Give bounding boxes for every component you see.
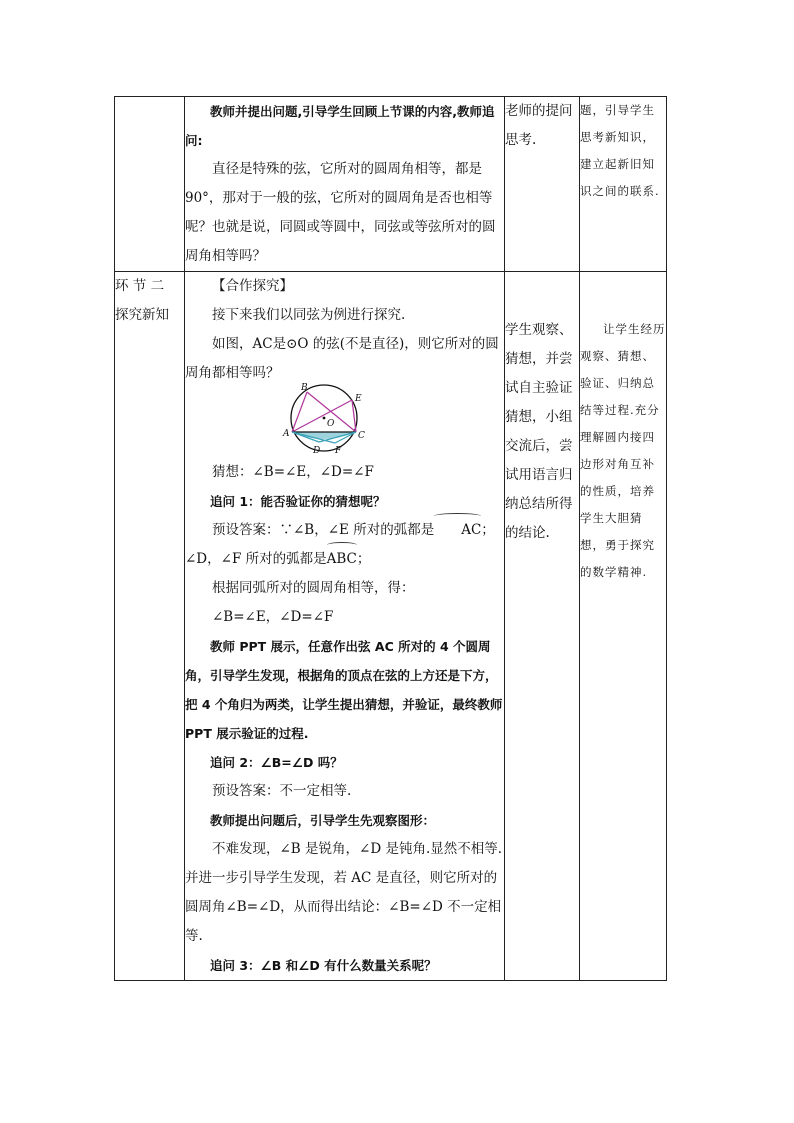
label-o: O	[327, 419, 335, 429]
stage-cell-empty	[115, 97, 185, 272]
paragraph: 接下来我们以同弦为例进行探究.	[212, 307, 406, 323]
result: ∠B=∠E，∠D=∠F	[212, 609, 334, 625]
label-c: C	[358, 431, 365, 441]
answer-1a: 预设答案：∵∠B，∠E 所对的弧都是 AC；	[185, 516, 504, 545]
upper-angles	[292, 392, 356, 432]
follow-up-2: 追问 2：∠B=∠D 吗？	[210, 755, 343, 770]
label-b: B	[301, 383, 308, 393]
label-a: A	[283, 429, 290, 439]
teacher-activity-cell	[185, 97, 505, 272]
section-heading: 【合作探究】	[212, 278, 293, 294]
answer-1b: ∠D，∠F 所对的弧都是ABC；	[185, 545, 504, 574]
design-intent-cell	[580, 272, 667, 981]
student-activity-cell: 老师的提问思考.	[505, 97, 580, 272]
student-activity-text: 学生观察、猜想，并尝试自主验证猜想，小组交流后，尝试用语言归纳总结所得的结论.	[505, 322, 573, 541]
table-row	[115, 97, 667, 272]
answer-2: 预设答案：不一定相等.	[212, 783, 352, 799]
student-activity-cell	[505, 272, 580, 981]
follow-up-3: 追问 3：∠B 和∠D 有什么数量关系呢？	[210, 958, 437, 973]
teacher-guide: 教师提出问题后，引导学生先观察图形：	[210, 813, 436, 828]
label-d: D	[313, 446, 321, 456]
circle-figure	[283, 383, 385, 456]
design-intent-text: 让学生经历观察、猜想、验证、归纳总结等过程.充分理解圆内接四边形对角互补的性质，培养学生大胆猜想，勇于探究的数学精神.	[580, 322, 666, 579]
label-f: F	[335, 446, 342, 456]
label-e: E	[355, 394, 362, 404]
table-row	[115, 272, 667, 981]
paragraph: 直径是特殊的弦，它所对的圆周角相等，都是90°，那对于一般的弦，它所对的圆周角是否也相等呢？也就是说，同圆或等圆中，同弦或等弦所对的圆周角相等吗？	[185, 161, 496, 264]
design-intent-cell: 题，引导学生思考新知识，建立起新旧知识之间的联系.	[580, 97, 667, 272]
center-dot	[323, 417, 326, 420]
rule: 根据同弧所对的圆周角相等，得：	[212, 580, 415, 596]
arc-ac: AC	[434, 516, 481, 545]
question: 如图，AC是⊙O 的弦(不是直径)，则它所对的圆周角都相等吗？	[185, 336, 499, 381]
guess: 猜想：∠B=∠E，∠D=∠F	[212, 464, 374, 480]
arc-abc: ABC	[327, 545, 357, 574]
teacher-prompt: 教师并提出问题,引导学生回顾上节课的内容,教师追问:	[185, 104, 495, 148]
stage-title: 探究新知	[115, 307, 169, 323]
stage-number: 环 节 二	[115, 278, 165, 294]
ppt-instruction: 教师 PPT 展示，任意作出弦 AC 所对的 4 个圆周角，引导学生发现，根据角的顶点在弦的上方还是下方，把 4 个角归为两类，让学生提出猜想，并验证，最终教师 PPT 展示验证的过程.	[185, 639, 503, 741]
stage-cell	[115, 272, 185, 981]
lesson-plan-table	[114, 96, 667, 981]
observation: 不难发现，∠B 是锐角，∠D 是钝角.显然不相等.并进一步引导学生发现，若 AC 是直径，则它所对的圆周角∠B=∠D，从而得出结论：∠B=∠D 不一定相等.	[185, 841, 503, 944]
teacher-activity-cell	[185, 272, 505, 981]
follow-up-1: 追问 1：能否验证你的猜想呢？	[210, 494, 386, 509]
